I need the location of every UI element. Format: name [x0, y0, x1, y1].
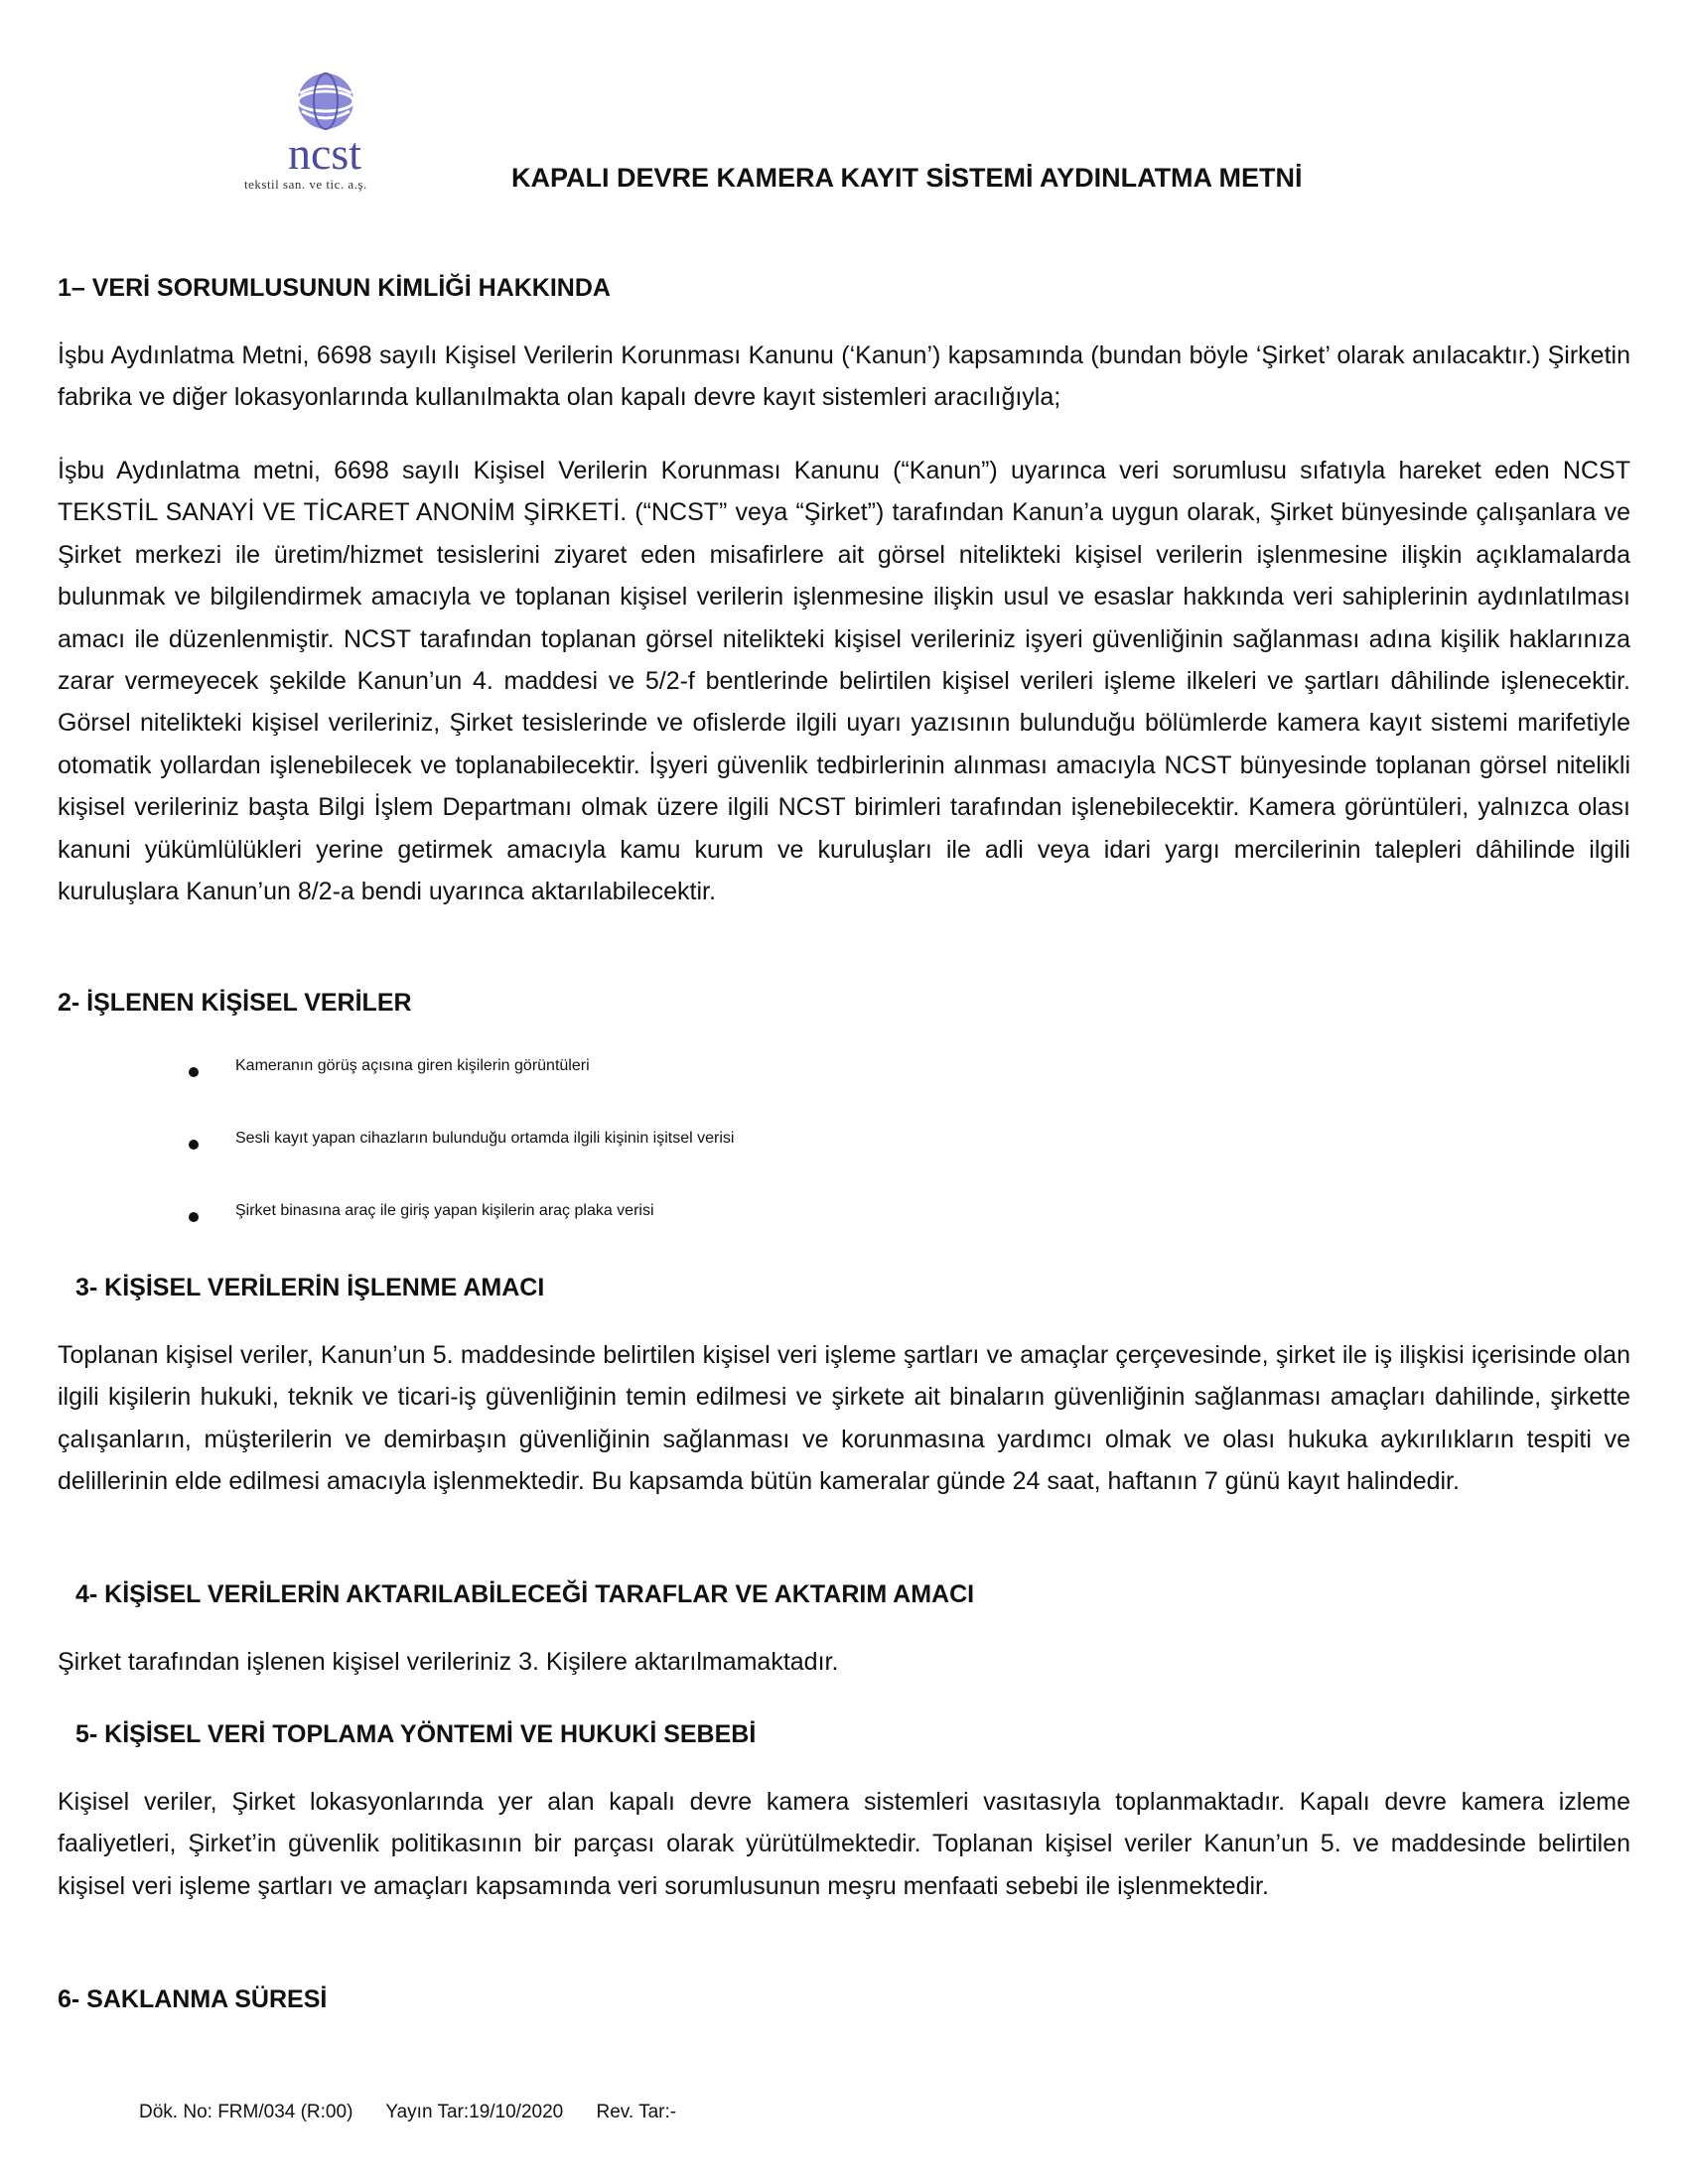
company-logo: [230, 68, 419, 195]
footer-publish-date: Yayın Tar:19/10/2020: [385, 2102, 564, 2122]
footer-doc-no: Dök. No: FRM/034 (R:00): [139, 2102, 353, 2122]
document-title: KAPALI DEVRE KAMERA KAYIT SİSTEMİ AYDINLATMA METNİ: [511, 163, 1303, 193]
list-item: Sesli kayıt yapan cihazların bulunduğu ortamda ilgili kişinin işitsel verisi: [0, 1130, 1688, 1171]
section-5-heading: 5- KİŞİSEL VERİ TOPLAMA YÖNTEMİ VE HUKUKİ SEBEBİ: [75, 1720, 757, 1748]
section-4-paragraph: Şirket tarafından işlenen kişisel verileriniz 3. Kişilere aktarılmamaktadır.: [58, 1648, 839, 1676]
section-1-paragraph-1: İşbu Aydınlatma Metni, 6698 sayılı Kişisel Verilerin Korunması Kanunu (‘Kanun’) kapsamında (bundan böyle ‘Şirket’ olarak anılacaktır.) Şirketin fabrika ve diğer lokasyonlarında kullanılmakta olan kapalı devre kayıt sistemleri aracılığıyla;: [58, 341, 1630, 412]
bullet-icon: [189, 1140, 199, 1150]
logo-wordmark: ncst: [287, 128, 362, 179]
bullet-icon: [189, 1067, 199, 1077]
section-5-paragraph: Kişisel veriler, Şirket lokasyonlarında yer alan kapalı devre kamera sistemleri vasıtasıyla toplanmaktadır. Kapalı devre kamera izleme faaliyetleri, Şirket’in güvenlik politikasının bir parçası olarak yürütülmektedir. Toplanan kişisel veriler Kanun’un 5. ve maddesinde belirtilen kişisel veri işleme şartları ve amaçları kapsamında veri sorumlusunun meşru menfaati sebebi ile işlenmektedir.: [58, 1788, 1630, 1900]
section-3-heading: 3- KİŞİSEL VERİLERİN İŞLENME AMACI: [75, 1274, 545, 1301]
logo-subtitle: tekstil san. ve tic. a.ş.: [244, 177, 367, 192]
list-item: Kameranın görüş açısına giren kişilerin görüntüleri: [0, 1057, 1688, 1099]
bullet-icon: [189, 1212, 199, 1222]
footer-revision-date: Rev. Tar:-: [596, 2102, 677, 2122]
section-6-heading: 6- SAKLANMA SÜRESİ: [58, 1985, 328, 2013]
section-4-heading: 4- KİŞİSEL VERİLERİN AKTARILABİLECEĞİ TARAFLAR VE AKTARIM AMACI: [75, 1580, 975, 1608]
document-footer: [139, 2102, 704, 2123]
section-1-heading: 1– VERİ SORUMLUSUNUN KİMLİĞİ HAKKINDA: [58, 274, 611, 302]
section-1-paragraph-2: İşbu Aydınlatma metni, 6698 sayılı Kişisel Verilerin Korunması Kanunu (“Kanun”) uyarınca veri sorumlusu sıfatıyla hareket eden NCST TEKSTİL SANAYİ VE TİCARET ANONİM ŞİRKETİ. (“NCST” veya “Şirket”) tarafından Kanun’a uygun olarak, Şirket bünyesinde çalışanlara ve Şirket merkezi ile üretim/hizmet tesislerini ziyaret eden misafirlere ait görsel nitelikteki kişisel verilerin işlenmesine ilişkin açıklamalarda bulunmak ve bilgilendirmek amacıyla ve toplanan kişisel verilerin işlenmesine ilişkin usul ve esaslar hakkında veri sahiplerinin aydınlatılması amacı ile düzenlenmiştir. NCST tarafından toplanan görsel nitelikteki kişisel verileriniz işyeri güvenliğinin sağlanması adına kişilik haklarınıza zarar vermeyecek şekilde Kanun’un 4. maddesi ve 5/2-f bentlerinde belirtilen kişisel verileri işleme ilkeleri ve şartları dâhilinde işlenecektir. Görsel nitelikteki kişisel verileriniz, Şirket tesislerinde ve ofislerde ilgili uyarı yazısının bulunduğu bölümlerde kamera kayıt sistemi marifetiyle otomatik yollardan işlenebilecek ve toplanabilecektir. İşyeri güvenlik tedbirlerinin alınması amacıyla NCST bünyesinde toplanan görsel nitelikli kişisel verileriniz başta Bilgi İşlem Departmanı olmak üzere ilgili NCST birimleri tarafından işlenebilecektir. Kamera görüntüleri, yalnızca olası kanuni yükümlülükleri yerine getirmek amacıyla kamu kurum ve kuruluşları ile adli veya idari yargı mercilerinin talepleri dâhilinde ilgili kuruluşlara Kanun’un 8/2-a bendi uyarınca aktarılabilecektir.: [58, 457, 1630, 906]
list-item: Şirket binasına araç ile giriş yapan kişilerin araç plaka verisi: [0, 1202, 1688, 1244]
section-2-heading: 2- İŞLENEN KİŞİSEL VERİLER: [58, 989, 412, 1017]
section-3-paragraph: Toplanan kişisel veriler, Kanun’un 5. maddesinde belirtilen kişisel veri işleme şartları ve amaçlar çerçevesinde, şirket ile iş ilişkisi içerisinde olan ilgili kişilerin hukuki, teknik ve ticari-iş güvenliğinin temin edilmesi ve şirkete ait binaların güvenliğinin sağlanması amaçları dahilinde, şirkette çalışanların, müşterilerin ve demirbaşın güvenliğinin sağlanması ve korunmasına yardımcı olmak ve olası hukuka aykırılıkların tespiti ve delillerinin elde edilmesi amacıyla işlenmektedir. Bu kapsamda bütün kameralar günde 24 saat, haftanın 7 günü kayıt halindedir.: [58, 1341, 1630, 1496]
